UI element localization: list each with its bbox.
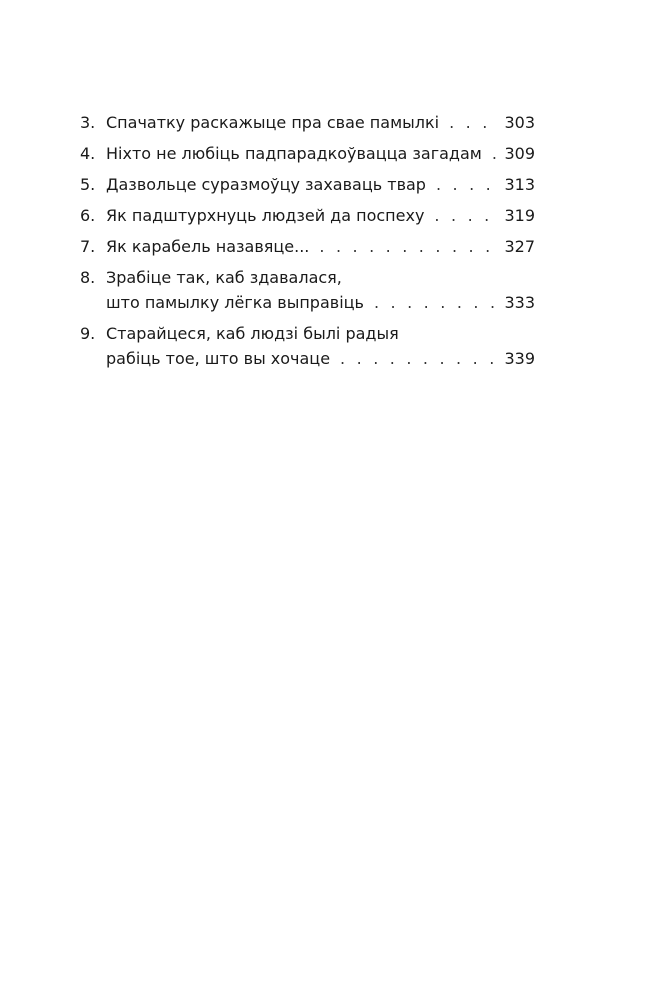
- entry-title: Як карабель назавяце...: [106, 237, 310, 256]
- entry-title: Як падштурхнуць людзей да поспеху: [106, 206, 425, 225]
- entry-title: Зрабіце так, каб здавалася,: [106, 268, 342, 287]
- entry-number: 9.: [80, 324, 96, 343]
- dot-leader: [434, 203, 496, 228]
- entry-page-number: 339: [504, 349, 535, 368]
- toc-entry: [80, 172, 535, 197]
- dot-leader: [449, 110, 496, 135]
- table-of-contents: [80, 110, 535, 377]
- entry-page-number: 327: [504, 237, 535, 256]
- entry-number: 4.: [80, 144, 96, 163]
- entry-title: Спачатку раскажыце пра свае памылкі: [106, 113, 440, 132]
- entry-number: 3.: [80, 113, 96, 132]
- entry-number: 6.: [80, 206, 96, 225]
- entry-page-number: 303: [504, 113, 535, 132]
- entry-page-number: 313: [504, 175, 535, 194]
- entry-number: 8.: [80, 268, 96, 287]
- entry-page-number: 333: [504, 293, 535, 312]
- dot-leader: [340, 346, 496, 371]
- entry-title: Ніхто не любіць падпарадкоўвацца загадам: [106, 144, 482, 163]
- dot-leader: [374, 290, 496, 315]
- entry-title-continued: што памылку лёгка выправіць: [106, 293, 364, 312]
- dot-leader: [436, 172, 497, 197]
- entry-number: 7.: [80, 237, 96, 256]
- entry-title-continued: рабіць тое, што вы хочаце: [106, 349, 331, 368]
- toc-entry: [80, 110, 535, 135]
- entry-page-number: 319: [504, 206, 535, 225]
- toc-entry: [80, 203, 535, 228]
- toc-entry: [80, 234, 535, 259]
- entry-number: 5.: [80, 175, 96, 194]
- toc-entry: [80, 141, 535, 166]
- dot-leader: [319, 234, 496, 259]
- entry-page-number: 309: [504, 144, 535, 163]
- toc-entry: [80, 321, 535, 371]
- dot-leader: [492, 141, 497, 166]
- entry-title: Старайцеся, каб людзі былі радыя: [106, 324, 399, 343]
- toc-entry: [80, 265, 535, 315]
- entry-title: Дазвольце суразмоўцу захаваць твар: [106, 175, 426, 194]
